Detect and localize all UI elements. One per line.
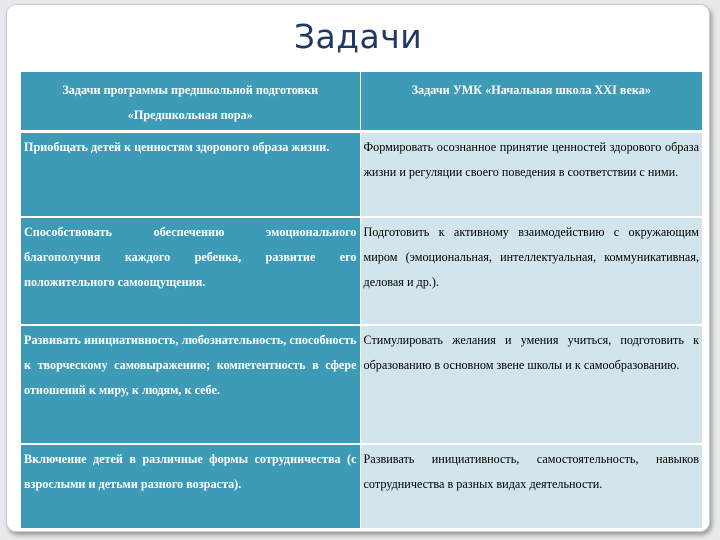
umk-task-cell: Подготовить к активному взаимодействию с окружающим миром (эмоциональная, интеллектуальная, коммуникативная, деловая и др.). [360, 217, 702, 325]
preschool-task-cell: Способствовать обеспечению эмоционального благополучия каждого ребенка, развитие его положительного самоощущения. [21, 217, 360, 325]
table-row [21, 132, 702, 218]
header-umk-program: Задачи УМК «Начальная школа XXI века» [360, 72, 702, 132]
preschool-task-cell: Включение детей в различные формы сотрудничества (с взрослыми и детьми разного возраста). [21, 444, 360, 529]
header-preschool-program: Задачи программы предшкольной подготовки «Предшкольная пора» [21, 72, 360, 132]
umk-task-cell: Формировать осознанное принятие ценностей здорового образа жизни и регуляции своего поведения в соответствии с ними. [360, 132, 702, 218]
table-row [21, 325, 702, 444]
umk-task-cell: Развивать инициативность, самостоятельность, навыков сотрудничества в разных видах деятельности. [360, 444, 702, 529]
slide [6, 4, 710, 532]
table-row [21, 444, 702, 529]
tasks-table [21, 72, 702, 530]
slide-title: Задачи [293, 17, 423, 56]
table-header-row [21, 72, 702, 132]
umk-task-cell: Стимулировать желания и умения учиться, подготовить к образованию в основном звене школы и к самообразованию. [360, 325, 702, 444]
table-row [21, 217, 702, 325]
preschool-task-cell: Развивать инициативность, любознательность, способность к творческому самовыражению; компетентность в сфере отношений к миру, к людям, к себе. [21, 325, 360, 444]
preschool-task-cell: Приобщать детей к ценностям здорового образа жизни. [21, 132, 360, 218]
